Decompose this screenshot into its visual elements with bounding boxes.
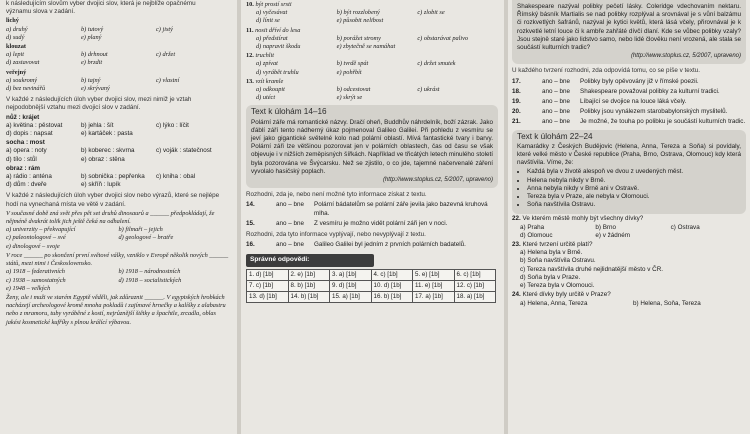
- answers-table: [246, 269, 496, 304]
- option-label: tutový: [87, 25, 104, 33]
- option-row: [246, 60, 498, 68]
- option-row: [6, 77, 231, 85]
- option-b[interactable]: b) tvrdě spát: [336, 60, 369, 68]
- option-label: držet smutek: [423, 60, 456, 68]
- question-number: 11.: [246, 26, 254, 34]
- instruction-text: U každého tvrzení rozhodni, zda odpovídá tomu, co se píše v textu.: [512, 67, 700, 75]
- antonym-item: [6, 17, 231, 42]
- yes-no-items: [246, 201, 498, 228]
- option-a[interactable]: Praha: [527, 223, 545, 231]
- option-d[interactable]: d) napravit škodu: [256, 43, 301, 51]
- item-word: truchlit: [255, 52, 274, 60]
- option-label: květina : pěstovat: [13, 121, 63, 129]
- option-label: pohřbít: [343, 68, 362, 76]
- option-d[interactable]: geologové – bratře: [125, 234, 174, 242]
- option-label: předstírat: [262, 34, 288, 42]
- option-e[interactable]: e) skrýt se: [336, 94, 363, 102]
- statement-text: Je možné, že touha po polibku je součástí kulturních tradic.: [580, 118, 746, 126]
- option-label: odkoupit: [262, 86, 285, 94]
- box-source: (http://www.stoplus.cz, 5/2007, upraveno): [382, 177, 493, 184]
- question-number: 15.: [246, 219, 255, 227]
- option-c[interactable]: c) vlastní: [156, 76, 180, 84]
- option-label: být rozzlobený: [343, 9, 380, 17]
- option-label: drhnout: [87, 51, 108, 59]
- idiom-items: [246, 1, 498, 102]
- option-label: koberec : skvrna: [88, 147, 135, 155]
- instruction-text: Rozhodni, zda tyto informace vyplývají, nebo nevyplývají z textu.: [246, 231, 426, 239]
- yes-no-choice[interactable]: ano – bne: [542, 98, 571, 106]
- instruction-text: V každé z následujících úloh vyber dvojici slov, mezi nimiž je vztah nejpodobnější vztahu mezi dvojicí slov v zadání.: [6, 96, 192, 112]
- option-d[interactable]: 1918 – socialistických: [125, 276, 182, 284]
- text-box-22-24: [512, 130, 746, 215]
- answer-cell: 10. d) [1b]: [371, 280, 413, 291]
- analogy-item: [6, 114, 231, 139]
- idiom-item: [246, 27, 498, 52]
- statement-text: Polibky byly opěvovány již v římské poezii.: [580, 77, 699, 85]
- option-c[interactable]: c) obstarávat palivo: [417, 34, 469, 42]
- option-c[interactable]: c) lýko : líčit: [156, 121, 189, 129]
- column-right: [508, 0, 750, 434]
- spacer: [417, 94, 498, 102]
- question-text: Které tvrzení určitě platí?: [522, 241, 593, 249]
- option-a[interactable]: a) lepit: [6, 51, 25, 59]
- question-24: 24. Které dívky byly určitě v Praze? a) Helena, Anna, Tereza b) Helena, Soňa, Tereza: [512, 291, 701, 307]
- option-b[interactable]: b) odcestovat: [336, 86, 371, 94]
- option-b[interactable]: b) porážet stromy: [336, 34, 381, 42]
- statement-text: Galileo Galilei byl jedním z prvních polárních badatelů.: [314, 241, 466, 249]
- option-e[interactable]: e) zbytečně se namáhat: [336, 43, 396, 51]
- option-b[interactable]: b) jehla : šít: [81, 121, 114, 129]
- answer-cell: 11. e) [1b]: [413, 280, 455, 291]
- question-number: 21.: [512, 118, 521, 126]
- option-label: lepit: [12, 51, 25, 59]
- spacer: [156, 85, 231, 93]
- box-text: Shakespeare nazýval polibky pečetí lásky. Coleridge vdechovaním nektaru. Římský básník Martialis se nad polibky rozplýval a srovnával je s vůní balzámu či rozkvetlých šafránů, nazýval je kytici květů, která lásá včely, přirovnával je k rozkvetlé letní louce či k ambře zahřáté dívčí dlaní. Kde se vůbec polibky vzaly? Jsou stejně staré jako lidstvo samo, nebo lidé člověku není vrozená, ale stala se součástí kulturních tradic?: [517, 3, 741, 52]
- option-label: porážet stromy: [343, 34, 381, 42]
- option-label: kartáček : pasta: [88, 130, 133, 138]
- option-a[interactable]: a) vyčesávat: [256, 9, 288, 17]
- option-a[interactable]: a) předstírat: [256, 34, 288, 42]
- analogy-items: [6, 114, 231, 190]
- question-number: 22.: [512, 215, 521, 223]
- option-b[interactable]: b) Soňa navštívila Ostravu.: [520, 257, 596, 265]
- clue-item: • Helena nebyla nikdy v Brně.: [527, 177, 741, 185]
- option-a[interactable]: a) druhý: [6, 25, 28, 33]
- answer-cell: 12. c) [1b]: [454, 280, 496, 291]
- question-number: 20.: [512, 108, 521, 116]
- answer-cell: 3. a) [1b]: [330, 269, 372, 280]
- option-label: vyčesávat: [262, 9, 288, 17]
- option-row: [6, 59, 231, 67]
- option-label: vyrábět truhlu: [262, 68, 299, 76]
- option-c[interactable]: c) držet: [156, 51, 176, 59]
- option-b[interactable]: Brno: [602, 223, 616, 231]
- option-row: [6, 156, 231, 164]
- option-b[interactable]: Helena, Soňa, Tereza: [640, 299, 701, 307]
- clue-item: • Tereza byla v Praze, ale nebyla v Olomouci.: [527, 193, 741, 201]
- yes-no-item: [512, 78, 746, 86]
- option-row: [6, 26, 231, 34]
- question-number: 13.: [246, 77, 254, 85]
- option-a[interactable]: a) zpívat: [256, 60, 278, 68]
- option-a[interactable]: 1918 – federativních: [12, 268, 65, 276]
- option-e[interactable]: e) obraz : stěna: [81, 155, 125, 163]
- question-22: 22. Ve kterém městě mohly být všechny dívky? a) Praha b) Brno c) Ostrava d) Olomouc e) v žádném: [512, 215, 700, 239]
- box-text: Kamarádky z Českých Budějovic (Helena, Anna, Tereza a Soňa) si povídaly, které velké město v České republice (Praha, Brno, Ostrava, Olomouc) kdy která navštívila. Víme, že:: [517, 142, 741, 167]
- yes-no-choice[interactable]: ano – bne: [276, 219, 305, 227]
- option-list: [512, 249, 746, 290]
- statement-text: Polární bádatelům se polární záře jevila jako bazevná kruhová mlha.: [314, 201, 488, 217]
- option-e[interactable]: 1948 – velkých: [12, 284, 51, 292]
- option-label: kniha : obal: [163, 173, 196, 181]
- statement-text: Shakespeare považoval polibky za kulturní tradici.: [580, 87, 720, 95]
- antonym-items: [6, 17, 231, 93]
- option-d[interactable]: d) zastavovat: [6, 59, 40, 67]
- box-title: Text k úlohám 22–24: [517, 131, 593, 141]
- option-c[interactable]: c) jistý: [156, 25, 173, 33]
- item-word: lichý: [6, 17, 19, 25]
- spacer: [417, 69, 498, 77]
- yes-no-item: [512, 88, 746, 96]
- option-b[interactable]: b) tutový: [81, 25, 104, 33]
- option-row: [246, 17, 498, 25]
- answer-cell: 15. a) [1b]: [330, 292, 372, 303]
- option-d[interactable]: d) vyrábět truhlu: [256, 68, 299, 76]
- option-row: [6, 147, 231, 155]
- yes-no-item: [512, 98, 746, 106]
- option-d[interactable]: d) dům : dveře: [6, 181, 47, 189]
- spacer: [417, 43, 498, 51]
- option-e[interactable]: e) působit nelibost: [336, 17, 384, 25]
- question-number: 19.: [512, 98, 521, 106]
- column-middle: [242, 0, 502, 434]
- instruction-text: Rozhodni, zda je, nebo není možné tyto informace získat z textu.: [246, 191, 427, 199]
- idiom-item: [246, 52, 498, 77]
- answer-cell: 7. c) [1b]: [247, 280, 289, 291]
- option-b[interactable]: b) být rozzlobený: [336, 9, 380, 17]
- option-e[interactable]: dinologové – svoje: [12, 242, 60, 250]
- option-row: [6, 181, 231, 189]
- option-label: tvrdě spát: [343, 60, 369, 68]
- option-d[interactable]: d) tílo : stůl: [6, 155, 37, 163]
- item-word: klouzat: [6, 43, 26, 51]
- item-heading: [246, 78, 498, 86]
- answer-cell: 14. b) [1b]: [288, 292, 330, 303]
- option-label: vlastní: [162, 76, 180, 84]
- option-d[interactable]: d) dopis : napsat: [6, 130, 53, 138]
- question-number: 12.: [246, 52, 254, 60]
- option-label: opera : noty: [13, 147, 47, 155]
- option-label: jehla : šít: [88, 121, 114, 129]
- option-label: skříň : lupík: [88, 181, 121, 189]
- question-number: 10.: [246, 1, 254, 8]
- text-box-17-21: [512, 0, 746, 64]
- question-text: V roce ______ po skončení první světové války, vzniklo v Evropě několik nových ______ států, mezi nimi i Československo.: [6, 251, 229, 268]
- question-text: Ženy, ale i muži ve starém Egyptě věděli, jak zdůraznit ______. V egyptských hrobkách nacházejí archeologové kromě mnoha pokladů i zajímavé hrnečky a kalíšky z alabastru nebo z mramoru, tuby vyráběné z kostí, nejrůznější štětky a špachtle, zrcadla, oblas jakési kosmetické kufříky s plnou králící výbavou.: [6, 293, 226, 326]
- spacer: [156, 59, 231, 67]
- option-label: tílo : stůl: [13, 155, 37, 163]
- option-label: soukromý: [12, 76, 38, 84]
- option-label: ukrást: [423, 86, 440, 94]
- item-word: nůž : krájet: [6, 113, 40, 121]
- option-label: druhý: [12, 25, 28, 33]
- option-d[interactable]: d) sudý: [6, 33, 25, 41]
- answer-cell: 2. e) [1b]: [288, 269, 330, 280]
- yes-no-item: [246, 201, 498, 217]
- option-row: [6, 85, 231, 93]
- statement-text: Z vesmíru je možno vidět polární záři jen v noci.: [314, 219, 448, 227]
- option-row: [6, 130, 231, 138]
- item-word: nosit dříví do lesa: [255, 26, 301, 34]
- answer-cell: 4. c) [1b]: [371, 269, 413, 280]
- option-a[interactable]: a) odkoupit: [256, 86, 285, 94]
- option-row: [246, 94, 498, 102]
- answers-row: [247, 292, 496, 303]
- item-heading: [246, 1, 498, 9]
- question-8: V roce ______ po skončení první světové války, vzniklo v Evropě několik nových ______ států, mezi nimi i Československo. a) 1918 – federativních b) 1918 – národnostních c) 1938 – samostatných d) 1918 – socialistických e) 1948 – velkých: [6, 252, 231, 293]
- option-e[interactable]: e) Tereza byla v Olomouci.: [520, 282, 595, 290]
- option-c[interactable]: c) zlobit se: [417, 9, 445, 17]
- instruction-text: k následujícím slovům vyber dvojici slov, která je nejblíže opačnému: [6, 0, 196, 7]
- answer-cell: 5. e) [1b]: [413, 269, 455, 280]
- question-number: 18.: [512, 87, 521, 95]
- option-a[interactable]: a) soukromý: [6, 76, 38, 84]
- option-c[interactable]: c) držet smutek: [417, 60, 456, 68]
- option-a[interactable]: univerzity – překvapující: [12, 226, 76, 234]
- spacer: [156, 34, 231, 42]
- option-label: línit se: [262, 17, 280, 25]
- option-label: působit nelibost: [343, 17, 384, 25]
- spacer: [156, 156, 231, 164]
- idiom-item: [246, 1, 498, 26]
- option-a[interactable]: Helena, Anna, Tereza: [527, 299, 588, 307]
- option-e[interactable]: e) skrývaný: [81, 85, 110, 93]
- question-9: [6, 294, 231, 327]
- option-label: planý: [87, 33, 102, 41]
- antonym-item: [6, 43, 231, 68]
- option-d[interactable]: d) línit se: [256, 17, 280, 25]
- yes-no-item: [246, 220, 498, 228]
- option-row: [246, 35, 498, 43]
- yes-no-choice[interactable]: ano – bne: [276, 201, 305, 209]
- yes-no-choice[interactable]: ano – bne: [542, 87, 571, 95]
- analogy-item: [6, 139, 231, 164]
- clue-list: [527, 168, 741, 209]
- question-text: Které dívky byly určitě v Praze?: [522, 291, 611, 299]
- option-e[interactable]: e) skříň : lupík: [81, 181, 121, 189]
- option-label: dopis : napsat: [13, 130, 53, 138]
- option-b[interactable]: filmaři – jejich: [125, 226, 163, 234]
- option-d[interactable]: Olomouc: [527, 231, 553, 239]
- question-text: Ve kterém městě mohly být všechny dívky?: [522, 215, 644, 223]
- option-label: zastavovat: [12, 59, 40, 67]
- instruction-text: významu slova v zadání.: [6, 8, 75, 16]
- option-e[interactable]: e) kartáček : pasta: [81, 130, 133, 138]
- item-word: obraz : rám: [6, 164, 40, 172]
- option-label: obstarávat palivo: [423, 34, 469, 42]
- item-word: veřejný: [6, 68, 27, 76]
- option-e[interactable]: e) brzdit: [81, 59, 103, 67]
- clue-item: • Každá byla v životě alespoň ve dvou z uvedených měst.: [527, 168, 741, 176]
- box-title: Text k úlohám 14–16: [251, 107, 327, 117]
- yes-no-choice[interactable]: ano – bne: [542, 118, 571, 126]
- option-label: utéct: [262, 94, 276, 102]
- option-b[interactable]: 1918 – národnostních: [125, 268, 181, 276]
- option-label: brzdit: [87, 59, 103, 67]
- yes-no-item: [512, 108, 746, 116]
- yes-no-choice[interactable]: ano – bne: [276, 241, 305, 249]
- option-d[interactable]: d) bez nevinářů: [6, 85, 46, 93]
- item-heading: [246, 27, 498, 35]
- yes-no-item: [246, 241, 498, 249]
- answer-cell: 18. a) [1b]: [454, 292, 496, 303]
- option-c[interactable]: c) kniha : obal: [156, 173, 196, 181]
- option-e[interactable]: v žádném: [602, 231, 630, 239]
- text-box-14-16: [246, 105, 498, 188]
- option-row: [246, 86, 498, 94]
- question-23: [512, 241, 746, 290]
- question-7: V současné době zná svět přes pět set druhů dinosaurů a ______ předpokládají, že nějméně dvakrát tolik jich ještě čeká na odhalení. a) univerzity – překvapující b) filmaři – jejich c) paleontologové – své d) geologové – bratře e) dinologové – svoje: [6, 210, 231, 251]
- option-a[interactable]: a) opera : noty: [6, 147, 47, 155]
- box-source: (http://www.stoplus.cz, 5/2007, upraveno): [630, 53, 741, 60]
- option-row: [246, 9, 498, 17]
- spacer: [156, 130, 231, 138]
- answer-cell: 1. d) [1b]: [247, 269, 289, 280]
- answer-cell: 13. d) [1b]: [247, 292, 289, 303]
- question-number: 14.: [246, 201, 255, 209]
- yes-no-choice[interactable]: ano – bne: [542, 108, 571, 116]
- option-label: zpívat: [262, 60, 278, 68]
- option-label: sudý: [12, 33, 25, 41]
- option-row: [6, 51, 231, 59]
- answers-heading: Správné odpovědi:: [246, 254, 374, 266]
- option-c[interactable]: Ostrava: [677, 223, 700, 231]
- question-text: V současné době zná svět přes pět set druhů dinosaurů a ______ předpokládají, že nějméně dvakrát tolik jich ještě čeká na odhalení.: [6, 209, 215, 226]
- antonym-item: [6, 69, 231, 94]
- yes-no-choice[interactable]: ano – bne: [542, 77, 571, 85]
- answer-cell: 8. b) [1b]: [288, 280, 330, 291]
- instruction-text: V každé z následujících úloh vyber dvojici slov nebo výrazů, které se nejlépe hodí na vynechaná místa ve větě v zadání.: [6, 192, 220, 208]
- option-e[interactable]: e) pohřbít: [336, 68, 362, 76]
- option-d[interactable]: d) utéct: [256, 94, 276, 102]
- item-heading: [246, 52, 498, 60]
- page-gutter: [237, 0, 241, 434]
- option-label: voják : statečnost: [163, 147, 212, 155]
- option-label: zlobit se: [423, 9, 445, 17]
- question-number: 16.: [246, 241, 255, 249]
- option-label: obraz : stěna: [88, 155, 125, 163]
- column-left: [0, 0, 235, 434]
- clue-item: • Anna nebyla nikdy v Brně ani v Ostravě.: [527, 185, 741, 193]
- option-label: skrýt se: [343, 94, 363, 102]
- yes-no-item: [512, 118, 746, 126]
- box-text: Polární záře má romantické názvy. Dračí oheň, Buddhův náhrdelník, boží zázrak. Jako ďáblí září tento nádherný úkaz pojmenoval Galileo Galilei. Při pohledu z vesmíru se jeví jako gigantické světelné kolo nad polární oblastí. Mívá fantastické tvary i barvy. Polární záři lze většinou pozorovat jen v polárních oblastech, čas od času se však objevuje i v nižších zeměpisných šířkách. Například ve třicátých letech minulého století byla pozorována ve Švýcarsku. Než se zjistilo, o co jde, tajemné načervenalé záření vyvolalo hasičský poplach.: [251, 118, 493, 175]
- answers-row: [247, 269, 496, 280]
- answer-cell: 6. c) [1b]: [454, 269, 496, 280]
- spacer: [417, 17, 498, 25]
- option-d[interactable]: d) Soňa byla v Praze.: [520, 273, 581, 281]
- option-row: [246, 69, 498, 77]
- option-label: tajný: [87, 76, 101, 84]
- answer-cell: 17. a) [1b]: [413, 292, 455, 303]
- option-row: [6, 122, 231, 130]
- option-b[interactable]: b) drhnout: [81, 51, 108, 59]
- question-number: 17.: [512, 77, 521, 85]
- item-word: socha : most: [6, 139, 45, 147]
- item-word: vzít kramle: [255, 77, 284, 85]
- option-a[interactable]: a) rádio : anténa: [6, 173, 52, 181]
- answers-row: [247, 280, 496, 291]
- option-a[interactable]: a) květina : pěstovat: [6, 121, 63, 129]
- option-b[interactable]: b) koberec : skvrna: [81, 147, 135, 155]
- answer-cell: 16. b) [1b]: [371, 292, 413, 303]
- answer-cell: 9. d) [1b]: [330, 280, 372, 291]
- idiom-item: [246, 78, 498, 103]
- option-row: [6, 34, 231, 42]
- option-c[interactable]: c) Tereza navštívila druhé nejlidnatější město v ČR.: [520, 265, 664, 273]
- option-e[interactable]: e) planý: [81, 33, 102, 41]
- option-c[interactable]: c) voják : statečnost: [156, 147, 212, 155]
- option-c[interactable]: c) ukrást: [417, 86, 440, 94]
- item-word: být prostí srsti: [255, 1, 292, 8]
- yes-no-items: [246, 241, 498, 249]
- yes-no-items: [512, 78, 746, 127]
- question-number: 23.: [512, 241, 521, 249]
- clue-item: • Soňa navštívila Ostravu.: [527, 201, 741, 209]
- question-number: 24.: [512, 291, 521, 299]
- option-label: lýko : líčit: [163, 121, 189, 129]
- option-label: skrývaný: [87, 85, 110, 93]
- option-label: sobnička : pepřenka: [88, 173, 145, 181]
- option-label: jistý: [162, 25, 173, 33]
- option-label: bez nevinářů: [12, 85, 46, 93]
- statement-text: Líbající se dvojice na louce láká včely.: [580, 98, 687, 106]
- option-b[interactable]: b) tajný: [81, 76, 101, 84]
- option-label: rádio : anténa: [13, 173, 52, 181]
- option-label: odcestovat: [343, 86, 371, 94]
- option-c[interactable]: paleontologové – své: [12, 234, 66, 242]
- option-row: [246, 43, 498, 51]
- option-label: držet: [162, 51, 176, 59]
- spacer: [156, 181, 231, 189]
- statement-text: Polibky jsou vynálezem starobabylonských myslitelů.: [580, 108, 728, 116]
- option-c[interactable]: 1938 – samostatných: [12, 276, 66, 284]
- option-label: napravit škodu: [262, 43, 301, 51]
- option-a[interactable]: a) Helena byla v Brně.: [520, 249, 583, 257]
- analogy-item: [6, 165, 231, 190]
- option-b[interactable]: b) sobnička : pepřenka: [81, 173, 145, 181]
- option-label: dům : dveře: [13, 181, 47, 189]
- option-label: zbytečně se namáhat: [343, 43, 396, 51]
